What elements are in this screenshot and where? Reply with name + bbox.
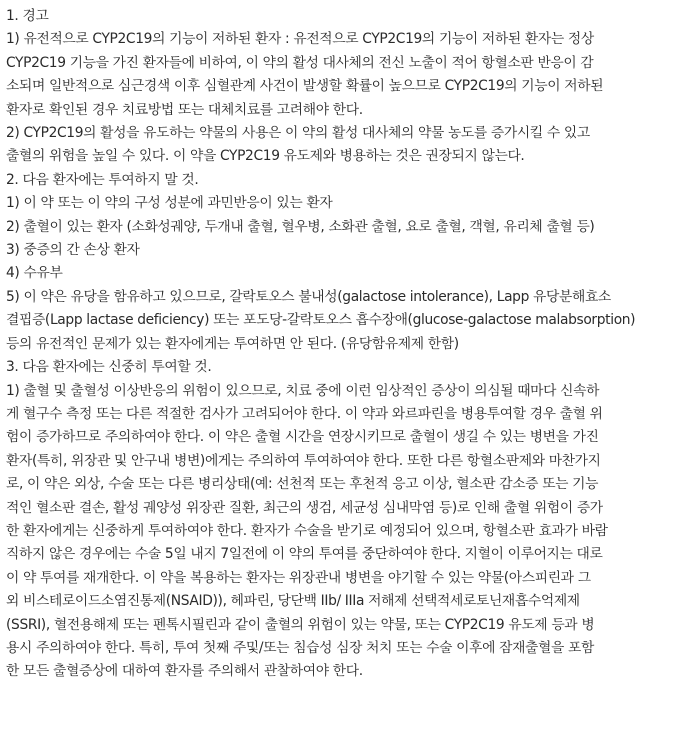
text-line: 1) 유전적으로 CYP2C19의 기능이 저하된 환자 : 유전적으로 CYP2C19의 기능이 저하된 환자는 정상: [6, 31, 594, 48]
text-line: 1) 이 약 또는 이 약의 구성 성분에 과민반응이 있는 환자: [6, 195, 333, 212]
text-line: 5) 이 약은 유당을 함유하고 있으므로, 갈락토오스 불내성(galactose intolerance), Lapp 유당분해효소: [6, 288, 611, 305]
text-line: 4) 수유부: [6, 265, 63, 282]
text-line: CYP2C19 기능을 가진 환자들에 비하여, 이 약의 활성 대사체의 전신 노출이 적어 항혈소판 반응이 감: [6, 54, 594, 71]
text-line: 3. 다음 환자에는 신중히 투여할 것.: [6, 359, 212, 376]
text-line: 1) 출혈 및 출혈성 이상반응의 위험이 있으므로, 치료 중에 이런 임상적인 증상이 의심될 때마다 신속하: [6, 382, 600, 399]
text-line: 한 환자에게는 신중하게 투여하여야 한다. 환자가 수술을 받기로 예정되어 있으며, 항혈소판 효과가 바람: [6, 522, 608, 539]
text-line: 2) 출혈이 있는 환자 (소화성궤양, 두개내 출혈, 혈우병, 소화관 출혈, 요로 출혈, 객혈, 유리체 출혈 등): [6, 218, 595, 235]
text-line: 1. 경고: [6, 8, 49, 24]
text-line: (SSRI), 혈전용해제 또는 펜톡시필린과 같이 출혈의 위험이 있는 약물, 또는 CYP2C19 유도제 등과 병: [6, 616, 595, 633]
text-line: 환자(특히, 위장관 및 안구내 병변)에게는 주의하여 투여하여야 한다. 또한 다른 항혈소판제와 마찬가지: [6, 452, 601, 469]
text-line: 게 혈구수 측정 또는 다른 적절한 검사가 고려되어야 한다. 이 약과 와르파린을 병용투여할 경우 출혈 위: [6, 405, 603, 422]
text-line: 소되며 일반적으로 심근경색 이후 심혈관계 사건이 발생할 확률이 높으므로 CYP2C19의 기능이 저하된: [6, 78, 604, 95]
text-line: 적인 혈소판 결손, 활성 궤양성 위장관 질환, 최근의 생검, 세균성 심내막염 등)로 인해 출혈 위험이 증가: [6, 499, 603, 516]
text-line: 환자로 확인된 경우 치료방법 또는 대체치료를 고려해야 한다.: [6, 101, 363, 118]
text-line: 3) 중증의 간 손상 환자: [6, 242, 140, 259]
text-line: 2. 다음 환자에는 투여하지 말 것.: [6, 171, 199, 188]
text-line: 직하지 않은 경우에는 수술 5일 내지 7일전에 이 약의 투여를 중단하여야 한다. 지혈이 이루어지는 대로: [6, 546, 603, 563]
text-line: 험이 증가하므로 주의하여야 한다. 이 약은 출혈 시간을 연장시키므로 출혈이 생길 수 있는 병변을 가진: [6, 429, 599, 446]
text-line: 2) CYP2C19의 활성을 유도하는 약물의 사용은 이 약의 활성 대사체의 약물 농도를 증가시킬 수 있고: [6, 125, 590, 142]
text-line: 용시 주의하여야 한다. 특히, 투여 첫째 주및/또는 침습성 심장 처치 또는 수술 이후에 잠재출혈을 포함: [6, 639, 594, 656]
text-line: 출혈의 위험을 높일 수 있다. 이 약을 CYP2C19 유도제와 병용하는 것은 권장되지 않는다.: [6, 148, 525, 165]
text-line: 외 비스테로이드소염진통제(NSAID)), 헤파린, 당단백 IIb/ IIIa 저해제 선택적세로토닌재흡수억제제: [6, 593, 580, 610]
text-line: 로, 이 약은 외상, 수술 또는 다른 병리상태(예: 선천적 또는 후천적 응고 이상, 혈소판 감소증 또는 기능: [6, 476, 599, 493]
text-line: 한 모든 출혈증상에 대하여 환자를 주의해서 관찰하여야 한다.: [6, 663, 363, 680]
text-line: 등의 유전적인 문제가 있는 환자에게는 투여하면 안 된다. (유당함유제제 한함): [6, 335, 459, 352]
text-line: 이 약 투여를 재개한다. 이 약을 복용하는 환자는 위장관내 병변을 야기할 수 있는 약물(아스피린과 그: [6, 569, 591, 586]
text-line: 결핍증(Lapp lactase deficiency) 또는 포도당-갈락토오스 흡수장애(glucose-galactose malabsorption): [6, 312, 636, 329]
